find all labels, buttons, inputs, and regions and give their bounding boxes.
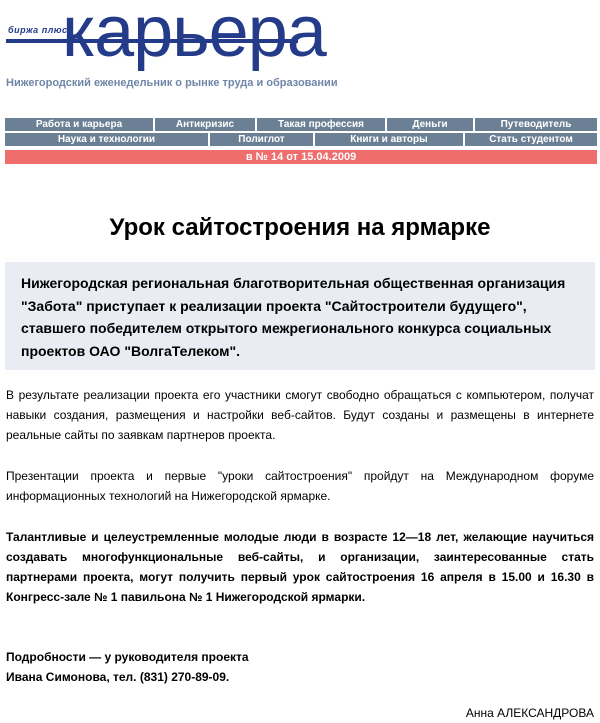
article-paragraph-1: В результате реализации проекта его участники смогут свободно обращаться с компьютером, получат навыки создания, размещения и настройки веб-сайтов. Будут созданы и размещены в интернете реальные сайты по заявкам партнеров проекта. <box>6 388 594 442</box>
nav-item-knigi[interactable]: Книги и авторы <box>315 133 463 146</box>
article-contacts <box>6 647 594 687</box>
contacts-line-1: Подробности — у руководителя проекта <box>6 650 249 664</box>
nav-item-rabota[interactable]: Работа и карьера <box>5 118 153 131</box>
nav-item-student[interactable]: Стать студентом <box>465 133 597 146</box>
site-logo[interactable]: карьера <box>62 0 326 72</box>
article-title: Урок сайтостроения на ярмарке <box>109 214 491 241</box>
main-navigation <box>5 118 597 148</box>
nav-row-1 <box>5 118 597 131</box>
contacts-line-2: Ивана Симонова, тел. (831) 270-89-09. <box>6 670 230 684</box>
article-lead: Нижегородская региональная благотворительная общественная организация "Забота" приступает к реализации проекта "Сайтостроители будущего", ставшего победителем открытого межрегионального конкурса социальных проектов ОАО "ВолгаТелеком". <box>5 262 595 370</box>
nav-row-2 <box>5 133 597 146</box>
article-author: Анна АЛЕКСАНДРОВА <box>465 706 594 720</box>
article-paragraph-3: Талантливые и целеустремленные молодые люди в возрасте 12—18 лет, желающие научиться создавать многофункциональные веб-сайты, и организации, заинтересованные стать партнерами проекта, могут получить первый урок сайтостроения 16 апреля в 15.00 и 16.30 в Конгресс-зале № 1 павильона № 1 Нижегородской ярмарки. <box>6 530 594 604</box>
site-header <box>0 0 600 112</box>
nav-item-antikrizis[interactable]: Антикризис <box>155 118 255 131</box>
nav-item-professiya[interactable]: Такая профессия <box>257 118 385 131</box>
article-paragraph-2: Презентации проекта и первые "уроки сайтостроения" пройдут на Международном форуме информационных технологий на Нижегородской ярмарке. <box>6 469 594 503</box>
issue-banner: в № 14 от 15.04.2009 <box>5 150 597 164</box>
nav-item-poliglot[interactable]: Полиглот <box>210 133 313 146</box>
site-tagline: Нижегородский еженедельник о рынке труда и образовании <box>6 77 338 89</box>
nav-item-dengi[interactable]: Деньги <box>387 118 473 131</box>
logo-subtitle: биржа плюс <box>8 25 68 35</box>
nav-item-putevoditel[interactable]: Путеводитель <box>475 118 597 131</box>
nav-item-nauka[interactable]: Наука и технологии <box>5 133 208 146</box>
